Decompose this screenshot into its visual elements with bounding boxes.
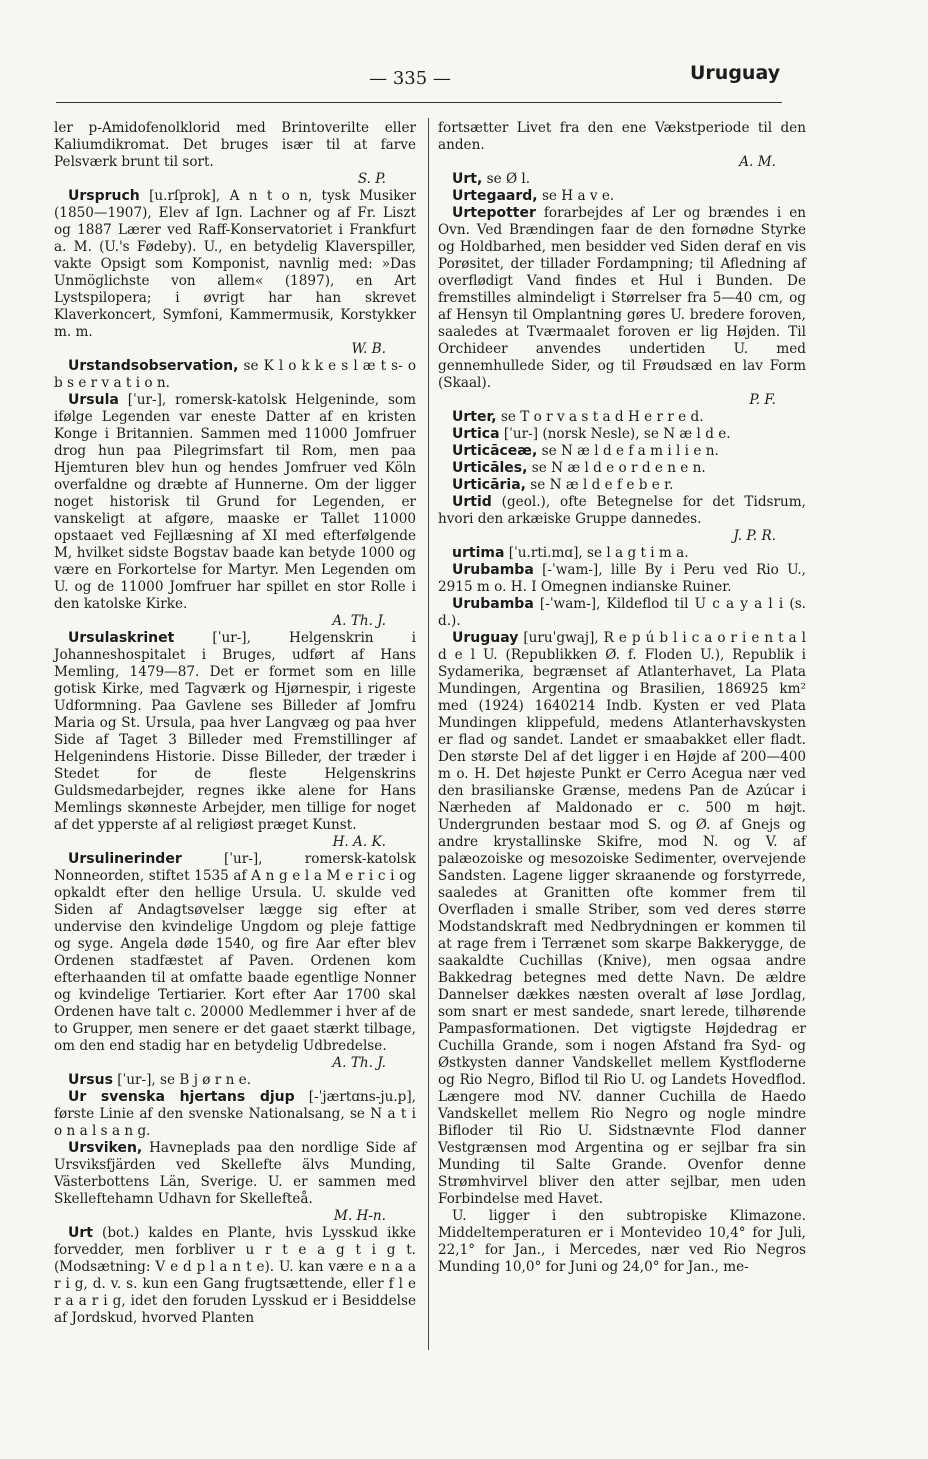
entry: Urubamba [-ˈwam-], lille By i Peru ved Rio U., 2915 m o. H. I Omegnen indianske Ruiner. [438,562,806,595]
entry: Ursus [ˈur-], se B j ø r n e. [68,1072,252,1088]
entry: Urspruch [u.rſprok], A n t o n, tysk Musiker (1850—1907), Elev af Ign. Lachner og af Fr. Liszt og 1887 Lærer ved Raff-Konservatoriet i Frankfurt a. M. (U.'s Fødeby). U., en betydelig Klaverspiller, vakte Opsigt som Komponist, navnlig med: »Das Unmöglichste von allem« (1897), en Art Lystspilopera; i øvrigt har han skrevet Klaverkoncert, Symfoni, Kammermusik, Korstykker m. m. W. B. [54,188,416,357]
entry: Urstandsobservation, se K l o k k e s l æ t s- o b s e r v a t i o n. [54,358,416,391]
entry: Urtegaard, se H a v e. [452,188,615,204]
page-number: — 335 — [369,68,451,89]
entry: ler p-Amidofenolklorid med Brintoverilte eller Kaliumdikromat. Det bruges især til at farve Pelsværk brunt til sort. S. P. [54,120,416,187]
headword: Urt [68,1225,93,1241]
headword: Urubamba [452,596,534,612]
entry: Urtepotter forarbejdes af Ler og brændes i en Ovn. Ved Brændingen faar de den fornødne Styrke og Holdbarhed, men besidder ved Siden deraf en vis Porøsitet, der tillader Fordampning; til Afledning af overflødigt Vand findes et Hul i Bunden. De fremstilles almindeligt i Størrelser fra 5—40 cm, og af Hensyn til Omplantning gøres U. bredere foroven, saaledes at Tværmaalet foroven er lig Højden. Til Orchideer anvendes undertiden U. med gennemhullede Sider, og til Frøudsæd en lav Form (Skaal). P. F. [438,205,806,408]
signature: W. B. [351,341,386,357]
signature: A. Th. J. [332,613,386,629]
entry: Urter, se T o r v a s t a d H e r r e d. [452,409,704,425]
headword: Urtica [452,426,500,442]
entry: U. ligger i den subtropiske Klimazone. Middeltemperaturen er i Montevideo 10,4° for Juli, 22,1° for Jan., i Mercedes, nær ved Rio Negros Munding 10,0° for Juni og 24,0° for Jan., me- [438,1208,806,1275]
headword: Urtegaard, [452,188,538,204]
entry: Urt (bot.) kaldes en Plante, hvis Lysskud ikke forvedder, men forbliver u r t e a g t i g t. (Modsætning: V e d p l a n t e). U. kan være e n a a r i g, d. v. s. kun een Gang frugtsættende, eller f l e r a a r i g, idet den foruden Lysskud er i Besiddelse af Jordskud, hvorved Planten [54,1225,416,1326]
signature: A. Th. J. [332,1055,386,1071]
headword: urtima [452,545,505,561]
signature: A. M. [739,154,776,170]
headword: Ursviken, [68,1140,143,1156]
signature: P. F. [749,392,776,408]
entry: Urtica [ˈur-] (norsk Nesle), se N æ l d e. [452,426,731,442]
signature: M. H-n. [333,1208,386,1224]
headword: Ursus [68,1072,113,1088]
left-column [54,120,416,1327]
entry: Urubamba [-ˈwam-], Kildeflod til U c a y a l i (s. d.). [438,596,806,629]
headword: Urter, [452,409,497,425]
headword: Urtid [452,494,492,510]
signature: H. A. K. [332,834,386,850]
entry: Ursviken, Havneplads paa den nordlige Side af Ursviksfjärden ved Skellefte älvs Munding, Västerbottens Län, Sverige. U. er sammen med Skelleftehamn Udhavn for Skellefteå. M. H-n. [54,1140,416,1224]
headword: Urticāria, [452,477,526,493]
headword: Urubamba [452,562,534,578]
headword: Uruguay [452,630,519,646]
headword: Urt, [452,171,483,187]
entry: Urt, se Ø l. [452,171,531,187]
headword: Urstandsobservation, [68,358,239,374]
entry: Urticāles, se N æ l d e o r d e n e n. [452,460,706,476]
signature: J. P. R. [733,528,776,544]
entry: urtima [ˈu.rti.mɑ], se l a g t i m a. [452,545,689,561]
entry: fortsætter Livet fra den ene Vækstperiode til den anden. A. M. [438,120,806,170]
right-column [438,120,806,1276]
header-rule [56,102,782,103]
entry: Ursula [ˈur-], romersk-katolsk Helgeninde, som ifølge Legenden var eneste Datter af en kristen Konge i Britannien. Sammen med 11000 Jomfruer drog hun paa Pilegrimsfart til Rom, men paa Hjemturen blev hun og hendes Jomfruer ved Köln overfaldne og dræbte af Hunnerne. Om der ligger noget historisk til Grund for Legenden, er vanskeligt at afgøre, maaske er Tallet 11000 opstaaet ved Fejllæsning af XI med efterfølgende M, hvilket sidste Bogstav baade kan betyde 1000 og være en Forkortelse for Martyr. Men Legenden om U. og de 11000 Jomfruer har spillet en stor Rolle i den katolske Kirke. A. Th. J. [54,392,416,629]
entry: Ursulaskrinet [ˈur-], Helgenskrin i Johanneshospitalet i Bruges, udført af Hans Memling, 1479—87. Det er formet som en lille gotisk Kirke, med Tagværk og Hjørnespir, i rigeste Udformning. Paa Gavlene ses Billeder af Jomfru Maria og St. Ursula, paa hver Langvæg og paa hver Side af Taget 3 Billeder med Fremstillinger af Helgenindens Historie. Disse Billeder, der træder i Stedet for de fleste Helgenskrins Guldsmedarbejder, regnes ikke alene for Hans Memlings skønneste Arbejder, men tillige for noget af det ypperste af al religiøst præget Kunst. H. A. K. [54,630,416,850]
headword: Urticāceæ, [452,443,538,459]
column-rule [428,118,429,1350]
entry: Urticāceæ, se N æ l d e f a m i l i e n. [452,443,719,459]
entry: Uruguay [uruˈgwaj], R e p ú b l i c a o r i e n t a l d e l U. (Republikken Ø. f. Floden U.), Republik i Sydamerika, begrænset af Atlanterhavet, La Plata Mundingen, Argentina og Brasilien, 186925 km² med (1924) 1640214 Indb. Kysten er ved Plata Mundingen klippefuld, medens Atlanterhavskysten er flad og sandet. Landet er smaabakket eller fladt. Den største Del af det ligger i en Højde af 200—400 m o. H. Det højeste Punkt er Cerro Acegua nær ved den brasilianske Grænse, medens Pan de Azúcar i Nærheden af Maldonado er c. 500 m højt. Undergrunden bestaar mod S. og Ø. af Gnejs og andre krystallinske Skifre, mod N. og V. af palæozoiske og mesozoiske Sedimenter, overvejende Sandsten. Lagene ligger skraanende og forstyrrede, saaledes at Granitten ofte kommer frem til Overfladen i smalle Striber, som ved deres større Modstandskraft med Nedbrydningen er kommen til at rage frem i Terrænet som skarpe Bakkerygge, de saakaldte Cuchillas (Knive), men ogsaa andre Bakkedrag betegnes med dette Navn. De ældre Dannelser dækkes næsten overalt af løse Jordlag, som snart er mest sandede, snart lerede, tilhørende Pampasformationen. Det vigtigste Højdedrag er Cuchilla Grande, som i nogen Afstand fra Syd- og Østkysten danner Vandskellet mellem Kystfloderne og Rio Negro, Biflod til Rio U. og Landets Hovedflod. Længere mod NV. danner Cuchilla de Haedo Vandskellet mellem Rio Negro og nogle mindre Bifloder til Rio U. Sidstnævnte Flod danner Vestgrænsen mod Argentina og er sejlbar fra sin Munding til Salte Grande. Ovenfor denne Strømhvirvel bliver den atter sejlbar, men uden Forbindelse med Havet. [438,630,806,1207]
headword: Urspruch [68,188,140,204]
entry: Ursulinerinder [ˈur-], romersk-katolsk Nonneorden, stiftet 1535 af A n g e l a M e r i c i og opkaldt efter den hellige Ursula. U. skulde ved Siden af Andagtsøvelser lægge sig efter at undervise den kvindelige Ungdom og pleje fattige og syge. Angela døde 1540, og fire Aar efter blev Ordenen stadfæstet af Paven. Ordenen kom efterhaanden til at omfatte baade egentlige Nonner og kvindelige Tertiarier. Kort efter Aar 1700 skal Ordenen have talt c. 20000 Medlemmer i hver af de to Grupper, men senere er det gaaet stærkt tilbage, om den end stadig har en betydelig Udbredelse. A. Th. J. [54,851,416,1071]
signature: S. P. [357,171,386,187]
headword: Ursulaskrinet [68,630,175,646]
running-head: Uruguay [690,62,781,84]
entry: Urticāria, se N æ l d e f e b e r. [452,477,674,493]
headword: Ursulinerinder [68,851,182,867]
headword: Ursula [68,392,119,408]
entry: Urtid (geol.), ofte Betegnelse for det Tidsrum, hvori den arkæiske Gruppe dannedes. J. P. R. [438,494,806,544]
headword: Urtepotter [452,205,536,221]
headword: Urticāles, [452,460,528,476]
entry: Ur svenska hjertans djup [-ˈjærtɑns-ju.p], første Linie af den svenske Nationalsang, se N a t i o n a l s a n g. [54,1089,416,1139]
headword: Ur svenska hjertans djup [68,1089,295,1105]
